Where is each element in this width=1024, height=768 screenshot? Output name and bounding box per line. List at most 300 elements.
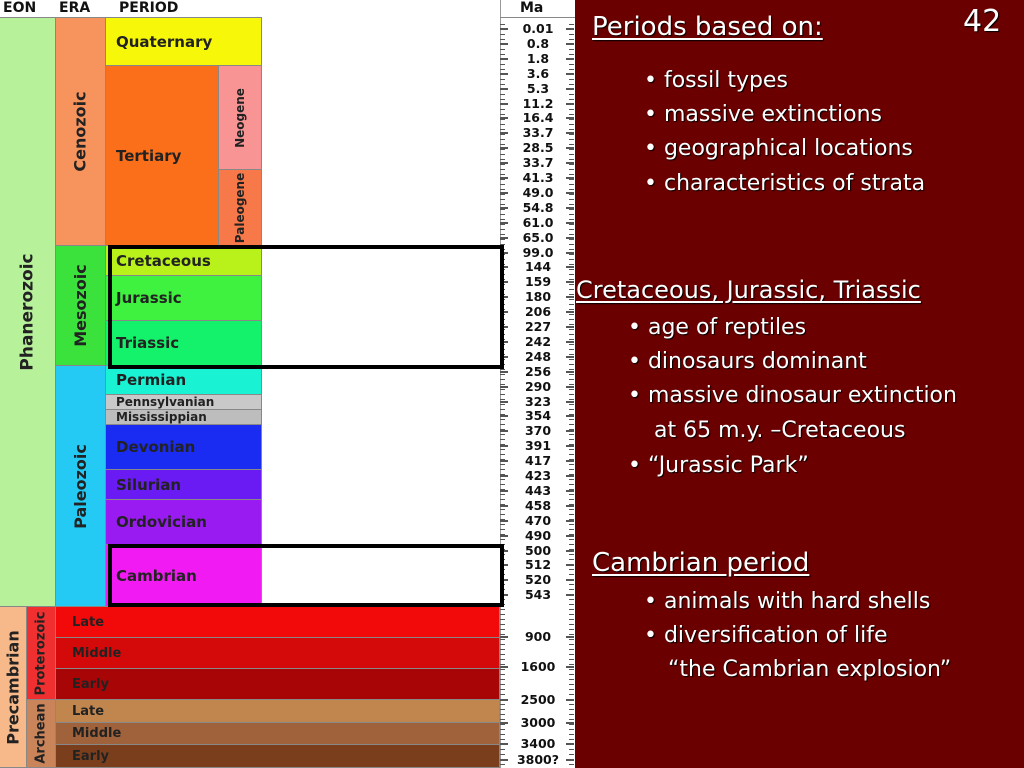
ma-minor-tick [569, 294, 574, 295]
ma-minor-tick [569, 624, 574, 625]
ma-minor-tick [569, 114, 574, 115]
ma-minor-tick [569, 619, 574, 620]
ma-minor-tick [500, 474, 505, 475]
ma-minor-tick [500, 214, 505, 215]
heading-cretaceous-jurassic-triassic: Cretaceous, Jurassic, Triassic [576, 276, 921, 304]
ma-minor-tick [500, 374, 505, 375]
ma-minor-tick [569, 169, 574, 170]
ma-minor-tick [500, 24, 505, 25]
ma-minor-tick [569, 474, 574, 475]
ma-minor-tick [500, 699, 505, 700]
ma-minor-tick [500, 419, 505, 420]
header-period: PERIOD [119, 0, 179, 16]
ma-minor-tick [500, 684, 505, 685]
ma-minor-tick [569, 679, 574, 680]
ma-minor-tick [569, 204, 574, 205]
ma-minor-tick [569, 744, 574, 745]
ma-minor-tick [569, 694, 574, 695]
ma-minor-tick [569, 219, 574, 220]
ma-minor-tick [569, 584, 574, 585]
ma-minor-tick [569, 59, 574, 60]
ma-minor-tick [569, 704, 574, 705]
ma-minor-tick [569, 554, 574, 555]
ma-tick [566, 415, 574, 417]
ma-minor-tick [569, 334, 574, 335]
ma-minor-tick [500, 379, 505, 380]
ma-label: 65.0 [522, 229, 554, 245]
cambrian-highlight-frame [108, 544, 504, 607]
ma-tick [566, 475, 574, 477]
ma-minor-tick [500, 614, 505, 615]
header-eon: EON [3, 0, 37, 16]
ma-label: 49.0 [522, 184, 554, 200]
ma-minor-tick [569, 444, 574, 445]
ma-label: 16.4 [522, 110, 554, 126]
ma-label: 41.3 [522, 170, 554, 185]
ma-minor-tick [569, 644, 574, 645]
ma-label: 323 [524, 393, 552, 409]
ma-tick [566, 281, 574, 283]
ma-minor-tick [569, 709, 574, 710]
proterozoic-middle: Middle [56, 638, 500, 669]
period-silurian: Silurian [106, 470, 262, 500]
period-quaternary: Quaternary [106, 18, 262, 66]
ma-label: 206 [524, 304, 552, 320]
ma-minor-tick [500, 174, 505, 175]
ma-minor-tick [569, 664, 574, 665]
ma-label: 500 [524, 542, 552, 558]
archean-middle: Middle [56, 723, 500, 745]
ma-minor-tick [500, 154, 505, 155]
ma-minor-tick [569, 179, 574, 180]
ma-minor-tick [569, 659, 574, 660]
ma-minor-tick [500, 434, 505, 435]
ma-tick [566, 505, 574, 507]
heading-periods-based-on: Periods based on: [592, 12, 823, 42]
ma-minor-tick [500, 394, 505, 395]
ma-minor-tick [500, 704, 505, 705]
ma-label: 417 [524, 453, 552, 469]
ma-minor-tick [569, 74, 574, 75]
ma-minor-tick [569, 684, 574, 685]
bullet-massive-extinctions: • massive extinctions [644, 102, 883, 127]
ma-minor-tick [500, 539, 505, 540]
ma-minor-tick [569, 49, 574, 50]
ma-minor-tick [569, 379, 574, 380]
ma-label: 1.8 [526, 50, 550, 66]
ma-minor-tick [500, 659, 505, 660]
ma-minor-tick [569, 404, 574, 405]
ma-minor-tick [569, 614, 574, 615]
ma-minor-tick [500, 184, 505, 185]
ma-label: 900 [524, 629, 552, 644]
ma-minor-tick [569, 369, 574, 370]
ma-minor-tick [569, 164, 574, 165]
ma-minor-tick [569, 754, 574, 755]
ma-minor-tick [500, 649, 505, 650]
ma-minor-tick [569, 94, 574, 95]
ma-minor-tick [569, 609, 574, 610]
ma-minor-tick [569, 634, 574, 635]
ma-minor-tick [569, 134, 574, 135]
ma-minor-tick [569, 394, 574, 395]
ma-minor-tick [569, 759, 574, 760]
ma-label: 423 [524, 468, 552, 483]
ma-label: 3.6 [526, 65, 550, 81]
ma-minor-tick [569, 674, 574, 675]
ma-tick [566, 371, 574, 373]
ma-label: 1600 [520, 659, 556, 674]
ma-tick [566, 401, 574, 403]
ma-minor-tick [500, 164, 505, 165]
ma-minor-tick [569, 319, 574, 320]
ma-minor-tick [500, 29, 505, 30]
ma-minor-tick [569, 89, 574, 90]
ma-minor-tick [569, 239, 574, 240]
period-pennsylvanian: Pennsylvanian [106, 395, 262, 410]
ma-minor-tick [500, 99, 505, 100]
period-ordovician: Ordovician [106, 500, 262, 545]
ma-minor-tick [569, 749, 574, 750]
period-mississippian: Mississippian [106, 410, 262, 425]
ma-tick [566, 445, 574, 447]
ma-minor-tick [500, 134, 505, 135]
ma-minor-tick [500, 689, 505, 690]
ma-minor-tick [569, 244, 574, 245]
bullet-jurassic-park: • “Jurassic Park” [628, 453, 809, 478]
ma-minor-tick [569, 419, 574, 420]
ma-minor-tick [569, 469, 574, 470]
ma-header-rule [500, 17, 575, 18]
ma-tick [500, 475, 508, 477]
ma-minor-tick [500, 224, 505, 225]
ma-minor-tick [569, 304, 574, 305]
ma-tick [500, 666, 508, 668]
era-cenozoic: Cenozoic [56, 18, 106, 246]
ma-minor-tick [569, 479, 574, 480]
ma-minor-tick [569, 199, 574, 200]
ma-minor-tick [500, 439, 505, 440]
ma-minor-tick [569, 739, 574, 740]
ma-minor-tick [569, 309, 574, 310]
ma-minor-tick [569, 69, 574, 70]
ma-minor-tick [500, 639, 505, 640]
ma-minor-tick [569, 149, 574, 150]
epoch-paleogene: Paleogene [219, 170, 262, 246]
ma-minor-tick [500, 384, 505, 385]
eon-precambrian: Precambrian [0, 607, 27, 768]
ma-minor-tick [569, 79, 574, 80]
epoch-neogene: Neogene [219, 66, 262, 170]
ma-minor-tick [569, 99, 574, 100]
ma-minor-tick [500, 514, 505, 515]
ma-label: 248 [524, 348, 552, 364]
mesozoic-highlight-frame [108, 245, 504, 369]
ma-minor-tick [500, 654, 505, 655]
ma-minor-tick [500, 729, 505, 730]
ma-minor-tick [500, 89, 505, 90]
proterozoic-late: Late [56, 607, 500, 638]
ma-minor-tick [500, 399, 505, 400]
ma-minor-tick [569, 459, 574, 460]
bullet-at-65-my-cretaceous: at 65 m.y. –Cretaceous [654, 418, 906, 443]
ma-minor-tick [500, 79, 505, 80]
era-archean: Archean [27, 700, 56, 768]
ma-minor-tick [569, 224, 574, 225]
ma-minor-tick [500, 469, 505, 470]
ma-minor-tick [569, 579, 574, 580]
ma-minor-tick [500, 84, 505, 85]
ma-label: 227 [524, 319, 552, 334]
ma-tick [500, 415, 508, 417]
ma-minor-tick [500, 524, 505, 525]
ma-minor-tick [569, 629, 574, 630]
ma-minor-tick [569, 519, 574, 520]
ma-minor-tick [500, 449, 505, 450]
ma-minor-tick [569, 429, 574, 430]
ma-minor-tick [500, 664, 505, 665]
ma-label: 144 [524, 259, 552, 275]
ma-minor-tick [500, 59, 505, 60]
ma-label: 3000 [520, 715, 556, 730]
ma-minor-tick [500, 749, 505, 750]
ma-tick [500, 505, 508, 507]
ma-minor-tick [500, 204, 505, 205]
ma-tick [500, 490, 508, 492]
ma-minor-tick [500, 179, 505, 180]
ma-minor-tick [569, 399, 574, 400]
ma-label: 242 [524, 333, 552, 349]
bullet-animals-with-hard-shells: • animals with hard shells [644, 589, 931, 614]
ma-tick [566, 326, 574, 328]
ma-minor-tick [569, 364, 574, 365]
slide-number: 42 [963, 4, 1002, 39]
ma-label: 354 [524, 408, 552, 424]
ma-minor-tick [569, 589, 574, 590]
ma-minor-tick [500, 144, 505, 145]
ma-minor-tick [500, 409, 505, 410]
ma-minor-tick [569, 39, 574, 40]
ma-minor-tick [569, 344, 574, 345]
ma-minor-tick [569, 539, 574, 540]
ma-minor-tick [569, 139, 574, 140]
ma-label: 2500 [520, 692, 556, 707]
ma-minor-tick [569, 439, 574, 440]
ma-minor-tick [569, 109, 574, 110]
period-jurassic: Jurassic [106, 276, 262, 321]
ma-minor-tick [569, 259, 574, 260]
ma-minor-tick [569, 409, 574, 410]
bullet-geographical-locations: • geographical locations [644, 136, 913, 161]
ma-label: 5.3 [526, 80, 550, 96]
ma-minor-tick [500, 109, 505, 110]
ma-minor-tick [569, 764, 574, 765]
ma-minor-tick [500, 54, 505, 55]
ma-minor-tick [500, 114, 505, 115]
ma-tick [500, 430, 508, 432]
ma-minor-tick [500, 49, 505, 50]
ma-minor-tick [569, 349, 574, 350]
ma-minor-tick [500, 159, 505, 160]
ma-minor-tick [500, 129, 505, 130]
ma-minor-tick [500, 509, 505, 510]
ma-minor-tick [500, 39, 505, 40]
bullet-massive-dinosaur-extinction: • massive dinosaur extinction [628, 383, 957, 408]
ma-minor-tick [500, 694, 505, 695]
ma-minor-tick [569, 534, 574, 535]
ma-tick [566, 296, 574, 298]
ma-minor-tick [569, 724, 574, 725]
ma-label: 443 [524, 482, 552, 498]
ma-minor-tick [500, 104, 505, 105]
ma-minor-tick [500, 454, 505, 455]
period-tertiary: Tertiary [106, 66, 219, 246]
ma-minor-tick [500, 424, 505, 425]
ma-minor-tick [500, 139, 505, 140]
ma-minor-tick [500, 74, 505, 75]
period-cambrian: Cambrian [106, 545, 262, 607]
ma-tick [566, 666, 574, 668]
ma-minor-tick [569, 489, 574, 490]
ma-minor-tick [500, 724, 505, 725]
ma-tick [500, 460, 508, 462]
ma-label: 28.5 [522, 140, 554, 156]
ma-minor-tick [500, 169, 505, 170]
ma-label: 458 [524, 497, 552, 513]
slide-text-panel [575, 0, 1024, 768]
ma-minor-tick [569, 549, 574, 550]
ma-tick [566, 490, 574, 492]
ma-tick [566, 341, 574, 343]
ma-minor-tick [569, 719, 574, 720]
ma-minor-tick [569, 604, 574, 605]
ma-minor-tick [569, 184, 574, 185]
ma-minor-tick [569, 289, 574, 290]
ma-minor-tick [500, 34, 505, 35]
ma-minor-tick [500, 189, 505, 190]
ma-tick [500, 371, 508, 373]
ma-tick [566, 386, 574, 388]
header-ma: Ma [520, 0, 544, 16]
ma-minor-tick [500, 619, 505, 620]
ma-minor-tick [569, 314, 574, 315]
ma-minor-tick [569, 654, 574, 655]
ma-minor-tick [569, 329, 574, 330]
ma-minor-tick [500, 414, 505, 415]
ma-minor-tick [569, 499, 574, 500]
period-triassic: Triassic [106, 321, 262, 366]
ma-minor-tick [500, 674, 505, 675]
bullet-characteristics-of-strata: • characteristics of strata [644, 171, 926, 196]
bullet-diversification-of-life: • diversification of life [644, 623, 888, 648]
ma-minor-tick [569, 119, 574, 120]
ma-minor-tick [569, 504, 574, 505]
ma-minor-tick [569, 354, 574, 355]
ma-label: 99.0 [522, 244, 554, 260]
ma-minor-tick [500, 229, 505, 230]
ma-minor-tick [500, 754, 505, 755]
ma-label: 490 [524, 527, 552, 543]
ma-minor-tick [500, 464, 505, 465]
bullet-age-of-reptiles: • age of reptiles [628, 315, 807, 340]
ma-minor-tick [500, 239, 505, 240]
ma-minor-tick [569, 24, 574, 25]
ma-minor-tick [569, 154, 574, 155]
ma-minor-tick [569, 34, 574, 35]
ma-minor-tick [500, 94, 505, 95]
ma-minor-tick [500, 519, 505, 520]
ma-minor-tick [569, 274, 574, 275]
ma-label: 11.2 [522, 95, 554, 111]
ma-minor-tick [569, 564, 574, 565]
ma-minor-tick [500, 709, 505, 710]
proterozoic-early: Early [56, 669, 500, 700]
ma-minor-tick [569, 449, 574, 450]
era-paleozoic: Paleozoic [56, 366, 106, 607]
ma-label: 33.7 [522, 125, 554, 141]
ma-minor-tick [500, 404, 505, 405]
ma-minor-tick [500, 479, 505, 480]
ma-minor-tick [569, 324, 574, 325]
ma-minor-tick [569, 414, 574, 415]
ma-minor-tick [500, 634, 505, 635]
ma-minor-tick [500, 624, 505, 625]
bullet-cambrian-explosion: “the Cambrian explosion” [668, 657, 952, 682]
ma-minor-tick [500, 609, 505, 610]
ma-minor-tick [500, 489, 505, 490]
ma-minor-tick [500, 669, 505, 670]
ma-minor-tick [500, 124, 505, 125]
ma-minor-tick [500, 499, 505, 500]
ma-minor-tick [569, 189, 574, 190]
ma-minor-tick [569, 229, 574, 230]
ma-minor-tick [569, 384, 574, 385]
ma-label: 543 [524, 587, 552, 603]
ma-minor-tick [569, 734, 574, 735]
ma-minor-tick [500, 119, 505, 120]
ma-label: 512 [524, 557, 552, 573]
bullet-dinosaurs-dominant: • dinosaurs dominant [628, 349, 867, 374]
ma-minor-tick [500, 199, 505, 200]
ma-minor-tick [500, 744, 505, 745]
ma-minor-tick [569, 464, 574, 465]
ma-minor-tick [500, 714, 505, 715]
ma-minor-tick [569, 54, 574, 55]
era-proterozoic: Proterozoic [27, 607, 56, 700]
ma-minor-tick [569, 159, 574, 160]
ma-minor-tick [500, 389, 505, 390]
ma-minor-tick [500, 234, 505, 235]
ma-minor-tick [500, 644, 505, 645]
era-mesozoic: Mesozoic [56, 246, 106, 366]
ma-label: 256 [524, 363, 552, 379]
ma-minor-tick [500, 44, 505, 45]
ma-minor-tick [569, 124, 574, 125]
ma-minor-tick [500, 504, 505, 505]
ma-minor-tick [500, 444, 505, 445]
ma-minor-tick [569, 299, 574, 300]
ma-minor-tick [500, 764, 505, 765]
ma-minor-tick [500, 529, 505, 530]
ma-minor-tick [500, 484, 505, 485]
ma-minor-tick [569, 284, 574, 285]
ma-minor-tick [569, 129, 574, 130]
ma-minor-tick [500, 629, 505, 630]
ma-minor-tick [569, 574, 574, 575]
ma-minor-tick [569, 569, 574, 570]
ma-minor-tick [569, 64, 574, 65]
ma-minor-tick [569, 209, 574, 210]
